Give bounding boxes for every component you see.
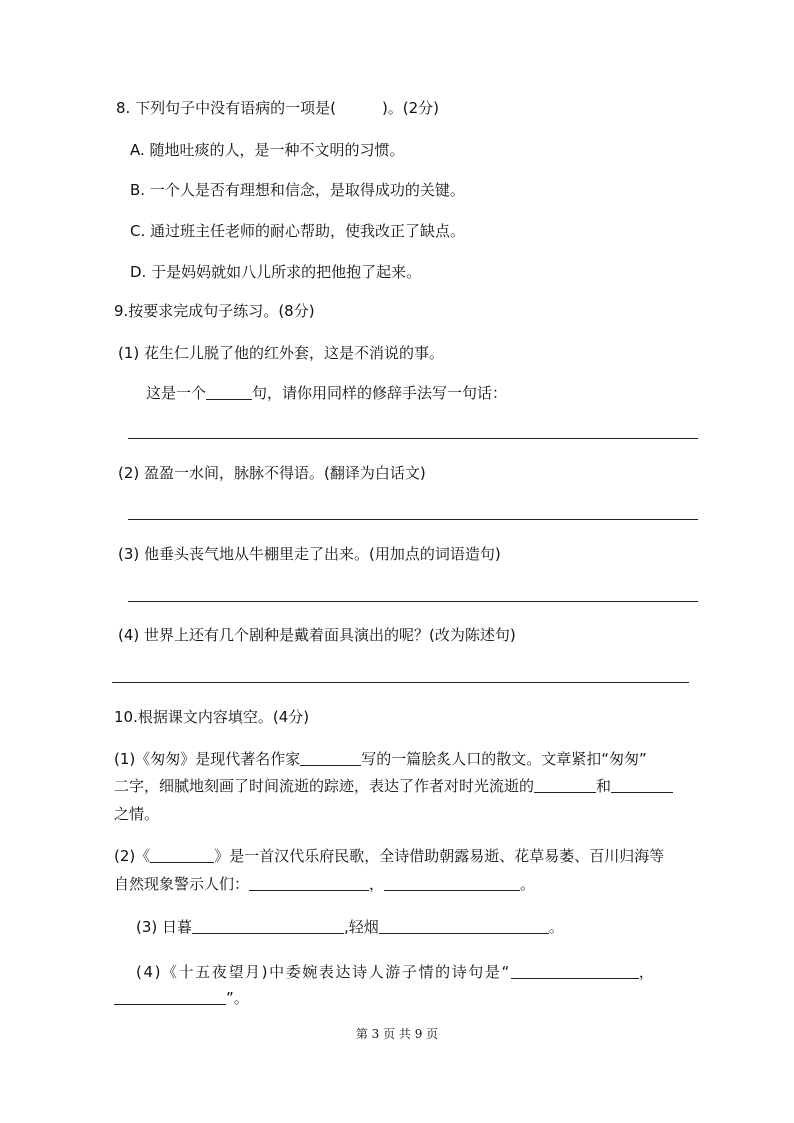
blank-verse-2[interactable]: [384, 875, 520, 891]
q10-part-1-line-2: 二字，细腻地刻画了时间流逝的踪迹，表达了作者对时光流逝的 和: [114, 776, 673, 796]
blank-rhetoric-type[interactable]: [206, 384, 252, 400]
q9-sentence-2: (2) 盈盈一水间，脉脉不得语。(翻译为白话文): [118, 464, 426, 482]
blank-feeling-1[interactable]: [534, 777, 596, 793]
blank-verse-4[interactable]: [379, 918, 549, 934]
blank-verse-3[interactable]: [192, 918, 344, 934]
q10-part-2-line-1: (2)《 》是一首汉代乐府民歌，全诗借助朝露易逝、花草易萎、百川归海等: [114, 847, 665, 865]
answer-line-3[interactable]: [128, 601, 698, 602]
q10-part-2-line-2: 自然现象警示人们： ， 。: [114, 875, 536, 893]
q10-part-1-line-3: 之情。: [114, 805, 160, 823]
q9-title: 9.按要求完成句子练习。(8分): [114, 302, 315, 320]
q10-part-3: (3) 日暮 ,轻烟 。: [136, 918, 564, 936]
blank-poem-title[interactable]: [150, 847, 214, 863]
blank-feeling-2[interactable]: [611, 777, 673, 793]
q9-sentence-3: (3) 他垂头丧气地从牛棚里走了出来。(用加点的词语造句): [118, 545, 501, 563]
q10-part-4-line-2: ”。: [114, 988, 249, 1008]
q9-sentence-4: (4) 世界上还有几个剧种是戴着面具演出的呢？(改为陈述句): [118, 626, 516, 644]
q9-sentence-1-prompt: 这是一个 句，请你用同样的修辞手法写一句话：: [146, 384, 508, 402]
q8-stem: 8. 下列句子中没有语病的一项是( )。(2分): [116, 99, 440, 117]
page-footer: 第 3 页 共 9 页: [355, 1027, 439, 1041]
q10-part-4-line-1: (4)《十五夜望月)中委婉表达诗人游子情的诗句是“ ，: [136, 963, 656, 981]
q9-sentence-1: (1) 花生仁儿脱了他的红外套，这是不消说的事。: [118, 344, 445, 362]
answer-line-2[interactable]: [128, 519, 698, 520]
q10-title: 10.根据课文内容填空。(4分): [114, 708, 310, 726]
q8-option-d: D. 于是妈妈就如八儿所求的把他抱了起来。: [130, 263, 422, 281]
blank-verse-1[interactable]: [249, 875, 369, 891]
q8-option-b: B. 一个人是否有理想和信念，是取得成功的关键。: [130, 181, 465, 199]
blank-author[interactable]: [300, 750, 361, 766]
blank-verse-5[interactable]: [511, 963, 639, 979]
q10-part-1-line-1: (1)《匆匆》是现代著名作家 写的一篇脍炙人口的散文。文章紧扣“匆匆”: [114, 750, 647, 768]
blank-verse-6[interactable]: [114, 989, 226, 1005]
q8-option-c: C. 通过班主任老师的耐心帮助，使我改正了缺点。: [130, 222, 466, 240]
answer-line-1[interactable]: [128, 438, 698, 439]
q8-option-a: A. 随地吐痰的人，是一种不文明的习惯。: [130, 141, 405, 159]
answer-line-4[interactable]: [112, 682, 689, 683]
